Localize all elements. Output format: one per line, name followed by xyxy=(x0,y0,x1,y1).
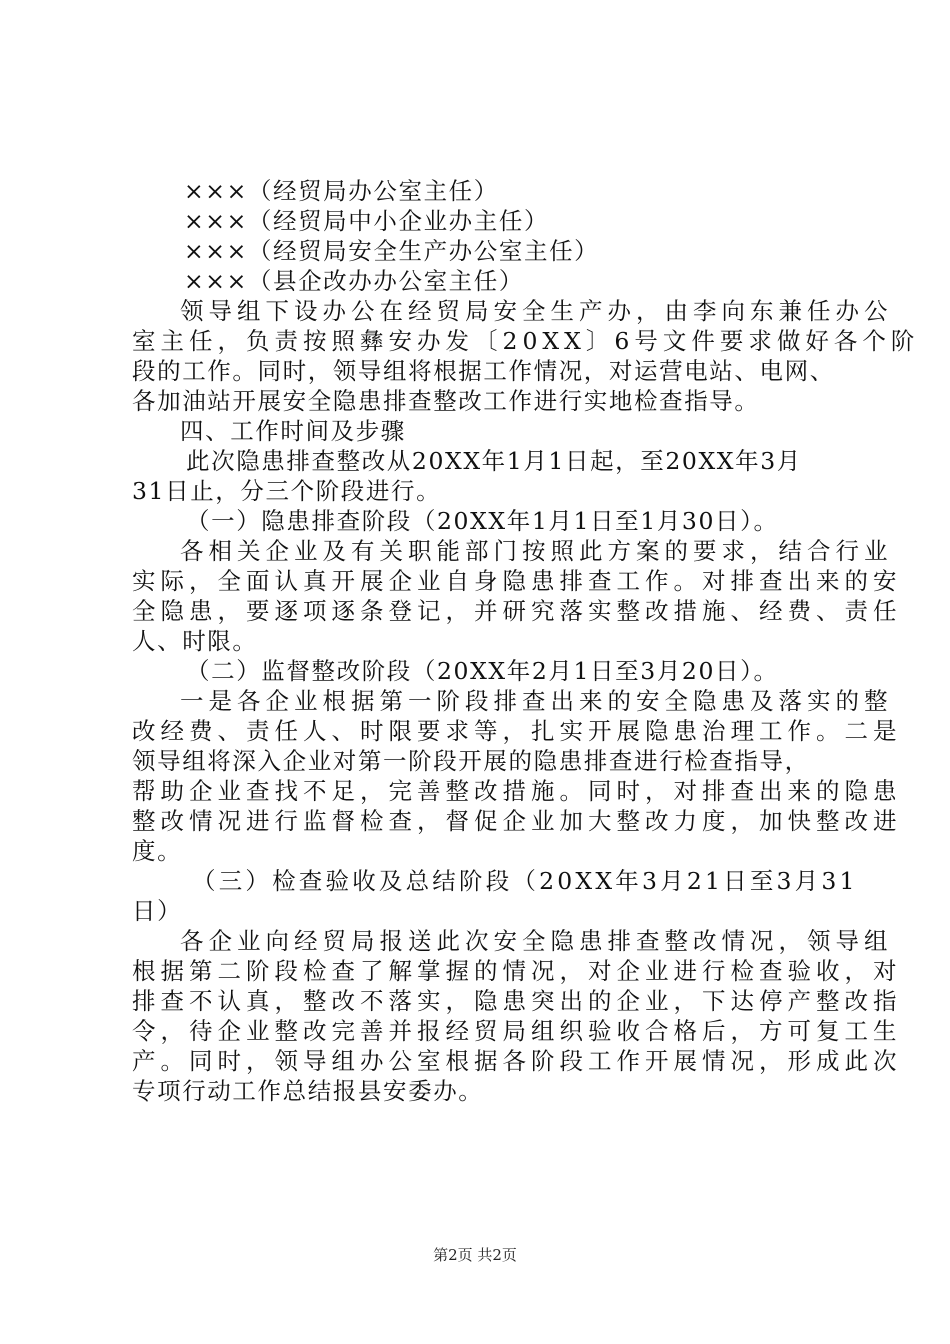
paragraph-stage-two-line-2: 改经费、责任人、时限要求等，扎实开展隐患治理工作。二是 xyxy=(132,717,902,745)
paragraph-office-line-3: 段的工作。同时，领导组将根据工作情况，对运营电站、电网、 xyxy=(132,357,835,385)
member-line-4: ×××（县企改办办公室主任） xyxy=(184,267,524,295)
member-line-2: ×××（经贸局中小企业办主任） xyxy=(184,207,550,235)
paragraph-stage-two-line-6: 度。 xyxy=(132,837,183,865)
page-number: 第2页 共2页 xyxy=(433,1246,517,1264)
paragraph-stage-three-line-2: 根据第二阶段检查了解掌握的情况，对企业进行检查验收，对 xyxy=(132,957,902,985)
paragraph-stage-two-line-5: 整改情况进行监督检查，督促企业加大整改力度，加快整改进 xyxy=(132,807,902,835)
paragraph-stage-three-line-4: 令，待企业整改完善并报经贸局组织验收合格后，方可复工生 xyxy=(132,1017,902,1045)
document-body xyxy=(132,176,920,1106)
paragraph-stage-three-line-1: 各企业向经贸局报送此次安全隐患排查整改情况，领导组 xyxy=(180,927,893,955)
section-heading: 四、工作时间及步骤 xyxy=(180,417,406,445)
member-line-3: ×××（经贸局安全生产办公室主任） xyxy=(184,237,600,265)
paragraph-stage-three-line-3: 排查不认真，整改不落实，隐患突出的企业，下达停产整改指 xyxy=(132,987,902,1015)
paragraph-stage-two-line-1: 一是各企业根据第一阶段排查出来的安全隐患及落实的整 xyxy=(180,687,893,715)
paragraph-stage-three-line-6: 专项行动工作总结报县安委办。 xyxy=(132,1077,484,1105)
paragraph-stage-one-line-3: 全隐患，要逐项逐条登记，并研究落实整改措施、经费、责任 xyxy=(132,597,902,625)
paragraph-stage-two-line-3: 领导组将深入企业对第一阶段开展的隐患排查进行检查指导， xyxy=(132,747,810,775)
member-line-1: ×××（经贸局办公室主任） xyxy=(184,177,499,205)
paragraph-stage-one-line-1: 各相关企业及有关职能部门按照此方案的要求，结合行业 xyxy=(180,537,893,565)
stage-two-heading: （二）监督整改阶段（20XX年2月1日至3月20日）。 xyxy=(186,657,779,685)
paragraph-office-line-4: 各加油站开展安全隐患排查整改工作进行实地检查指导。 xyxy=(132,387,760,415)
stage-one-heading: （一）隐患排查阶段（20XX年1月1日至1月30日）。 xyxy=(186,507,779,535)
paragraph-stage-one-line-2: 实际，全面认真开展企业自身隐患排查工作。对排查出来的安 xyxy=(132,567,902,595)
paragraph-schedule-line-2: 31日止，分三个阶段进行。 xyxy=(132,477,442,505)
stage-three-heading-line-1: （三）检查验收及总结阶段（20XX年3月21日至3月31 xyxy=(192,867,858,895)
paragraph-stage-one-line-4: 人、时限。 xyxy=(132,627,258,655)
stage-three-heading-line-2: 日） xyxy=(132,897,183,925)
paragraph-schedule-line-1: 此次隐患排查整改从20XX年1月1日起，至20XX年3月 xyxy=(186,447,802,475)
paragraph-office-line-1: 领导组下设办公在经贸局安全生产办，由李向东兼任办公 xyxy=(180,297,893,325)
paragraph-stage-three-line-5: 产。同时，领导组办公室根据各阶段工作开展情况，形成此次 xyxy=(132,1047,902,1075)
paragraph-office-line-2: 室主任，负责按照彝安办发〔20XX〕6号文件要求做好各个阶 xyxy=(132,327,920,355)
paragraph-stage-two-line-4: 帮助企业查找不足，完善整改措施。同时，对排查出来的隐患 xyxy=(132,777,902,805)
